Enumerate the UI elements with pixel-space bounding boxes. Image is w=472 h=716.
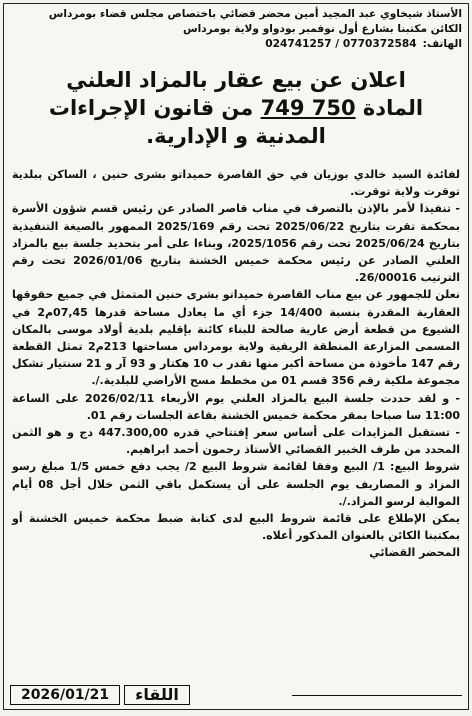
auction-date-paragraph: - و لقد حددت جلسة البيع بالمزاد العلني يوم الأربعاء 2026/02/11 على الساعة 11:00 سا صباحا بمقر محكمة خميس الخشنة بقاعة الجلسات رقم 01. [12, 391, 460, 422]
bailiff-name: الأستاذ شيخاوي عبد المجيد أمين محضر قضائي باختصاص مجلس قضاء بومرداس [48, 8, 462, 20]
signature: المحضر القضائي [369, 546, 460, 560]
bailiff-header [4, 4, 468, 52]
legal-basis-paragraph: - تنفيذا لأمر بالإذن بالتصرف في مناب قاصر الصادر عن رئيس قسم شؤون الأسرة بمحكمة تقرت بتاريخ 2025/06/22 تحت رقم 2025/169 الممهور بالصيغة التنفيذية بتاريخ 2025/06/24 تحت رقم 2025/1056، وبناءا على أمر بتحديد جلسة بيع بالمزاد العلني الصادر عن رئيس محكمة خميس الخشنة بتاريخ 2026/01/06 تحت رقم الترتيب 26/00016. [12, 202, 460, 285]
phone-numbers: 024741257 / 0770372584 [265, 38, 417, 50]
law-name: من قانون الإجراءات [48, 96, 254, 120]
office-address: الكائن مكتبنا بشارع أول نوفمبر بودواو ولاية بومرداس [183, 23, 462, 35]
phone-row [10, 37, 462, 52]
title-line-3: المدنية و الإدارية. [146, 124, 326, 148]
legal-notice [3, 3, 469, 710]
title-line-1: اعلان عن بيع عقار بالمزاد العلني [66, 68, 406, 92]
phone-label: الهاتف: [422, 38, 462, 50]
opening-price-paragraph: - تستقبل المزايدات على أساس سعر إفتتاحي قدره 447.300,00 دج و هو الثمن المحدد من طرف الخبير القضائي الأستاذ رحمون أحمد ابراهيم. [12, 426, 460, 457]
notice-body [4, 150, 468, 562]
notice-title [4, 66, 468, 150]
article-numbers: 749 750 [260, 96, 356, 120]
publication-date: 2026/01/21 [10, 685, 120, 705]
footer-divider [292, 695, 462, 696]
consultation-paragraph: يمكن الإطلاع على قائمة شروط البيع لدى كتابة ضبط محكمة خميس الخشنة أو بمكتبنا الكائن بالعنوان المذكور أعلاه. [12, 512, 460, 543]
article-label: المادة [362, 96, 424, 120]
sale-conditions-paragraph: شروط البيع: 1/ البيع وفقا لقائمة شروط البيع 2/ يجب دفع خمس 1/5 مبلغ رسو المزاد و المصاريف يوم الجلسة على أن يستكمل باقي الثمن خلال أجل 08 أيام الموالية لرسو المزاد./. [12, 460, 460, 508]
property-description-paragraph: نعلن للجمهور عن بيع مناب القاصرة حميداتو بشرى حنين المتمثل في جميع حقوقها العقارية المقدرة بنسبة 14/400 جزء أي ما يعادل مساحة قدرها 07,45م2 في الشيوع من قطعة أرض عارية صالحة للبناء كائنة بإقليم بلدية أولاد موسى بالمكان المسمى المزارعة المنطقة الريفية ولاية بومرداس مساحتها 213م2 تمثل القطعة رقم 147 مأخوذة من مساحة أكبر منها تقدر ب 10 هكتار و 93 آر و 21 سنتيار تشكل مجموعة ملكية رقم 356 قسم 01 من مخطط مسح الأراضي للبلدية./. [12, 288, 460, 388]
newspaper-name: اللقاء [124, 685, 190, 705]
beneficiary-paragraph: لفائدة السيد خالدي بوزيان في حق القاصرة حميداتو بشرى حنين ، الساكن ببلدية توقرت ولاية توقرت. [12, 168, 460, 199]
title-line-2 [4, 94, 468, 122]
publication-footer [10, 685, 190, 705]
